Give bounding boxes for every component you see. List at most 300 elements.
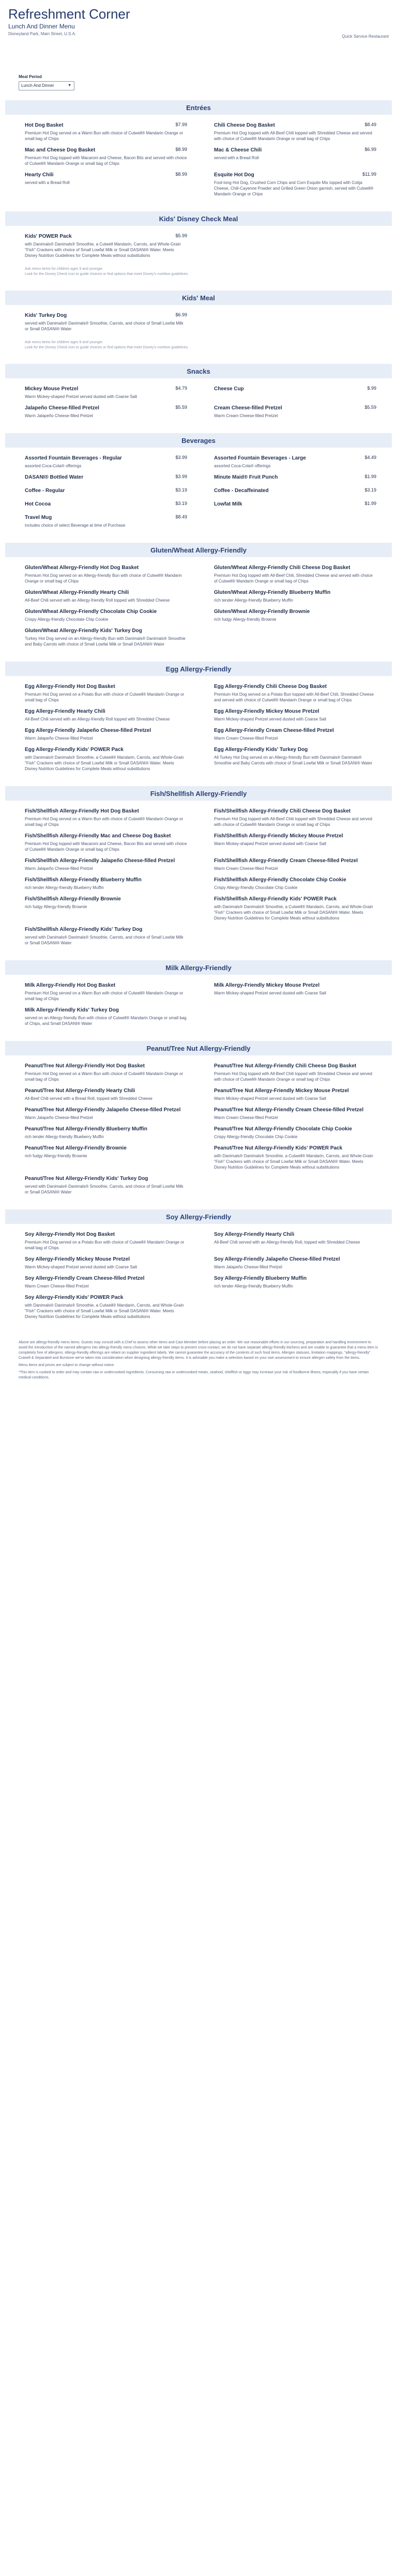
section-spacer <box>5 1326 392 1334</box>
menu-item-description: Foot-long Hot Dog, Crushed Corn Chips and Corn Esquite Mix topped with Cotija Cheese, Chili-Cayenne Powder and Grilled Green Onion garnish, served with Cutwell® Mandarin Orange or Chips <box>214 180 374 196</box>
menu-item-header <box>214 896 376 902</box>
menu-item-header <box>25 589 187 596</box>
meal-period-select[interactable] <box>19 81 74 90</box>
menu-item <box>25 808 187 827</box>
section-spacer <box>5 778 392 786</box>
menu-section <box>5 100 392 211</box>
section-spacer <box>5 1033 392 1041</box>
menu-item <box>25 746 187 772</box>
menu-item-header <box>25 147 187 154</box>
menu-item-description: Warm Mickey-shaped Pretzel served dusted with Coarse Salt <box>214 841 327 846</box>
menu-item-name: Mickey Mouse Pretzel <box>25 386 79 392</box>
menu-item-description: rich tender Allergy-friendly Blueberry Muffin <box>25 1134 104 1139</box>
menu-item-name: Soy Allergy-Friendly Hot Dog Basket <box>25 1232 115 1237</box>
section-spacer <box>5 356 392 364</box>
menu-item-description: with Danimals® Danimals® Smoothie, a Cutwell® Mandarin, Carrots, and Whole-Grain "Fish" Crackers with choice of Small Lowfat Milk or Small DASANI® Water. Meets Disney Nutrition Guidelines for Complete Meals without substitutions <box>25 755 184 771</box>
menu-item-description: Premium Hot Dog topped with All-Beef Chili topped with Shredded Cheese and served with choice of Cutwell® Mandarin Orange or small bag of Chips <box>214 1071 372 1082</box>
header <box>0 0 397 50</box>
menu-item-header <box>214 487 376 494</box>
menu-item-name: Lowfat Milk <box>214 501 242 507</box>
section-spacer <box>5 952 392 960</box>
menu-item-name: Peanut/Tree Nut Allergy-Friendly Jalapeño Cheese-filled Pretzel <box>25 1107 181 1113</box>
menu-item-header <box>25 474 187 481</box>
menu-item-header <box>25 1107 187 1113</box>
menu-item-header <box>25 455 187 462</box>
menu-item-header <box>214 857 376 864</box>
menu-item-description: Premium Hot Dog topped with All-Beef Chili topped with Shredded Cheese and served with choice of Cutwell® Mandarin Orange or small bag of Chips <box>214 817 372 827</box>
menu-item-header <box>25 1256 187 1263</box>
menu-item-name: Egg Allergy-Friendly Hot Dog Basket <box>25 684 115 689</box>
menu-item-name: Fish/Shellfish Allergy-Friendly Blueberry Muffin <box>25 877 142 883</box>
menu-item-header <box>25 312 187 319</box>
menu-item-header <box>25 896 187 902</box>
section-body <box>5 676 392 778</box>
menu-subtitle: Lunch And Dinner Menu <box>8 23 75 30</box>
allergy-disclaimer: Above are allergy-friendly menu items. Guests may consult with a Chef to assess other items and Cast Member before placing an order. We use reasonable efforts in our sourcing, preparation and handling environment to avoid the introduction of the named allergens into allergy-friendly menu choices. While we take steps to prevent cross-contact, we do not have separate allergy-friendly kitchens and are unable to guarantee that a menu item is completely free of allergens. Allergy-friendly offerings are reliant on supplier ingredient labels. We cannot guarantee the accuracy of the contents of such food items. Allergen statuses, limitation mappings, "allergy-friendly" Cutwell & Separated and Burstone we've taken into consideration when designing allergy-friendly items. It is advisable you make a selection based on your own assessment to ensure allergen safety from the items. <box>19 1341 378 1360</box>
menu-item-description: with Danimals® Danimals® Smoothie, a Cutwell Mandarin, Carrots, and Whole-Grain "Fish" Crackers with choice of Small Lowfat Milk or Small DASANI® Water. Meets Disney Nutrition Guidelines for Complete Meals without substitutions <box>25 242 181 258</box>
menu-item-name: Egg Allergy-Friendly Chili Cheese Dog Basket <box>214 684 327 689</box>
menu-item-description: Warm Jalapeño Cheese-filled Pretzel <box>214 1265 282 1269</box>
menu-item-description: Warm Mickey-shaped Pretzel served dusted with Coarse Salt <box>25 394 138 399</box>
menu-item-description: Warm Mickey-shaped Pretzel served dusted with Coarse Salt <box>25 1265 138 1269</box>
menu-item-header <box>214 405 376 411</box>
menu-item-name: Egg Allergy-Friendly Kids' Turkey Dog <box>214 747 308 753</box>
menu-item-header <box>214 982 376 989</box>
menu-item-header <box>25 1231 187 1238</box>
menu-item-header <box>214 877 376 883</box>
menu-item-header <box>214 1256 376 1263</box>
menu-item-price: $.99 <box>367 386 376 391</box>
menu-item-description: Warm Cream Cheese-filled Pretzel <box>214 413 278 418</box>
menu-item-name: Chili Cheese Dog Basket <box>214 122 275 128</box>
menu-item <box>25 1145 187 1170</box>
menu-item-grid <box>25 564 376 647</box>
menu-item-description: with Danimals® Danimals® Smoothie, a Cutwell® Mandarin, Carrots, and Whole-Grain "Fish" Crackers with choice of Small Lowfat Milk or Small DASANI® Water. Meets Disney Nutrition Guidelines for Complete Meals without substitutions <box>25 1303 184 1319</box>
menu-item-price: $5.59 <box>175 405 187 410</box>
menu-item-header <box>214 564 376 571</box>
menu-item <box>214 1145 376 1170</box>
menu-item-header <box>214 474 376 481</box>
menu-item-price: $11.99 <box>362 172 376 177</box>
menu-item <box>25 312 187 332</box>
menu-item-name: Fish/Shellfish Allergy-Friendly Brownie <box>25 896 121 902</box>
menu-item-description: served with a Bread Roll <box>214 156 259 160</box>
menu-item <box>214 589 376 603</box>
menu-item-description: Warm Cream Cheese-filled Pretzel <box>214 1115 278 1120</box>
menu-item-header <box>214 1145 376 1152</box>
menu-item-description: rich tender Allergy-friendly Blueberry Muffin <box>25 885 104 890</box>
menu-item-grid <box>25 455 376 528</box>
menu-item <box>25 501 187 509</box>
menu-item-description: with Danimals® Danimals® Smoothie, a Cutwell® Mandarin, Carrots, and Whole-Grain "Fish" Crackers with choice of Small Lowfat Milk or Small DASANI® Water. Meets Disney Nutrition Guidelines for Complete Meals without substitutions <box>214 1154 373 1170</box>
menu-item <box>25 1126 187 1140</box>
section-title: Beverages <box>5 433 392 448</box>
section-title: Egg Allergy-Friendly <box>5 662 392 676</box>
menu-item-name: Minute Maid® Fruit Punch <box>214 474 278 480</box>
menu-item-description: Turkey Hot Dog served on an Allergy-friendly Bun with Danimals® Danimals® Smoothie and Baby Carrots with choice of Small Lowfat Milk or Small DASANI® Water <box>25 636 186 647</box>
menu-item-name: Hot Dog Basket <box>25 122 64 128</box>
menu-item <box>25 1231 187 1251</box>
section-body <box>5 975 392 1033</box>
menu-item-header <box>25 233 187 240</box>
menu-item <box>25 487 187 496</box>
menu-item-description: served with Danimals® Danimals® Smoothie, Carrots, and choice of Small Lowfat Milk or Small DASANI® Water <box>25 935 184 945</box>
menu-item-price: $1.99 <box>364 501 376 506</box>
menu-item-header <box>25 1063 187 1069</box>
section-body <box>5 801 392 952</box>
chevron-down-icon: ▼ <box>68 84 71 87</box>
service-type: Quick Service Restaurant <box>342 34 389 39</box>
menu-item-header <box>214 808 376 815</box>
menu-item-header <box>214 708 376 715</box>
menu-item-name: Egg Allergy-Friendly Jalapeño Cheese-filled Pretzel <box>25 728 151 733</box>
menu-section <box>5 662 392 786</box>
menu-section <box>5 786 392 960</box>
menu-item-name: Peanut/Tree Nut Allergy-Friendly Kids' Turkey Dog <box>25 1176 148 1182</box>
section-title: Gluten/Wheat Allergy-Friendly <box>5 543 392 557</box>
section-title: Entrées <box>5 100 392 115</box>
menu-item <box>214 501 376 509</box>
menu-item-description: Premium Hot Dog topped with Macaroni and Cheese, Bacon Bits and served with choice of Cutwell® Mandarin Orange or small bag of Chips <box>25 156 187 166</box>
menu-item-header <box>25 405 187 411</box>
menu-item-name: Cheese Cup <box>214 386 244 392</box>
menu-item-header <box>25 833 187 839</box>
menu-item-name: Fish/Shellfish Allergy-Friendly Chili Cheese Dog Basket <box>214 808 351 814</box>
menu-item <box>214 455 376 469</box>
menu-item-header <box>25 708 187 715</box>
menu-item-name: Assorted Fountain Beverages - Regular <box>25 455 122 461</box>
menu-item <box>214 683 376 703</box>
menu-item <box>25 833 187 852</box>
menu-item-header <box>214 833 376 839</box>
menu-item-header <box>214 501 376 508</box>
menu-item-name: Travel Mug <box>25 515 52 520</box>
menu-item-price: $6.99 <box>175 312 187 317</box>
menu-section <box>5 1041 392 1209</box>
menu-item-header <box>214 727 376 734</box>
menu-item-header <box>25 1275 187 1282</box>
menu-item-description: Premium Hot Dog served on a Potato Bun with choice of Cutwell® Mandarin Orange or small bag of Chips <box>25 1240 185 1250</box>
section-body <box>5 226 392 265</box>
menu-item-name: Gluten/Wheat Allergy-Friendly Chili Cheese Dog Basket <box>214 565 350 571</box>
menu-item-name: Soy Allergy-Friendly Hearty Chili <box>214 1232 295 1237</box>
menu-item-description: Crispy Allergy-friendly Chocolate Chip Cookie <box>214 1134 298 1139</box>
section-body <box>5 1224 392 1326</box>
menu-item-header <box>214 122 376 129</box>
section-title: Kids' Disney Check Meal <box>5 211 392 226</box>
menu-item-name: Fish/Shellfish Allergy-Friendly Cream Cheese-filled Pretzel <box>214 858 358 864</box>
menu-item <box>214 1275 376 1289</box>
menu-item-grid <box>25 312 376 332</box>
section-title: Fish/Shellfish Allergy-Friendly <box>5 786 392 801</box>
menu-item-grid <box>25 1063 376 1195</box>
menu-item-price: $5.99 <box>175 233 187 238</box>
menu-item-name: Gluten/Wheat Allergy-Friendly Kids' Turkey Dog <box>25 628 142 634</box>
menu-item-price: $3.19 <box>175 487 187 493</box>
menu-item-header <box>25 857 187 864</box>
menu-item-description: rich tender Allergy-friendly Blueberry Muffin <box>214 598 293 603</box>
menu-item-name: Soy Allergy-Friendly Blueberry Muffin <box>214 1276 307 1281</box>
section-body <box>5 1055 392 1201</box>
section-body <box>5 557 392 653</box>
menu-item-name: Egg Allergy-Friendly Mickey Mouse Pretzel <box>214 709 319 714</box>
menu-item-description: Premium Hot Dog served on a Warm Bun with choice of Cutwell® Mandarin Orange or small bag of Chips <box>25 817 184 827</box>
section-body <box>5 448 392 534</box>
menu-item <box>25 455 187 469</box>
section-body <box>5 305 392 338</box>
menu-item-grid <box>25 683 376 772</box>
menu-item-price: $3.19 <box>364 487 376 493</box>
menu-item-header <box>25 501 187 508</box>
menu-item-grid <box>25 386 376 419</box>
menu-item-name: Peanut/Tree Nut Allergy-Friendly Mickey Mouse Pretzel <box>214 1088 349 1094</box>
menu-section <box>5 364 392 433</box>
menu-item-name: Jalapeño Cheese-filled Pretzel <box>25 405 99 411</box>
menu-item-description: Crispy Allergy-friendly Chocolate Chip Cookie <box>25 617 109 622</box>
menu-item-description: served with Danimals® Danimals® Smoothie, Carrots, and choice of Small Lowfat Milk or Small DASANI® Water <box>25 1184 184 1194</box>
menu-item-description: Warm Cream Cheese-filled Pretzel <box>214 866 278 871</box>
menu-item <box>25 122 187 142</box>
menu-item-description: Premium Hot Dog topped with All-Beef Chili topped with Shredded Cheese and served with choice of Cutwell® Mandarin Orange or small bag of Chips <box>214 131 372 141</box>
menu-item-name: Hot Cocoa <box>25 501 51 507</box>
menu-item-description: assorted Coca-Cola® offerings <box>25 464 82 468</box>
menu-item-name: DASANI® Bottled Water <box>25 474 84 480</box>
menu-item-price: $3.19 <box>175 501 187 506</box>
menu-item <box>214 982 376 1002</box>
menu-item-name: Mac and Cheese Dog Basket <box>25 147 96 153</box>
section-note: Ask menu items for children ages 9 and younger. Look for the Disney Check icon to guide choices or find options that meet Disney's nutrition guidelines. <box>25 341 189 349</box>
menu-item-price: $1.99 <box>364 474 376 479</box>
menu-item <box>25 708 187 722</box>
menu-item-header <box>214 746 376 753</box>
section-spacer <box>5 534 392 543</box>
menu-item-header <box>25 1145 187 1152</box>
menu-item-description: served with Danimals® Danimals® Smoothie, Carrots, and choice of Small Lowfat Milk or Small DASANI® Water <box>25 321 184 331</box>
menu-item <box>214 474 376 482</box>
menu-item-description: Premium Hot Dog served on a Potato Bun with choice of Cutwell® Mandarin Orange or small bag of Chips <box>25 692 185 702</box>
menu-item-name: Soy Allergy-Friendly Jalapeño Cheese-filled Pretzel <box>214 1256 340 1262</box>
menu-item <box>25 926 187 946</box>
menu-item-description: Warm Jalapeño Cheese-filled Pretzel <box>25 736 93 741</box>
menu-item <box>214 1087 376 1101</box>
menu-item-price: $3.99 <box>175 455 187 460</box>
restaurant-title: Refreshment Corner <box>8 6 130 22</box>
menu-item-header <box>214 1107 376 1113</box>
menu-item-description: served on an Allergy-friendly Bun with choice of Cutwell® Mandarin Orange or small bag of Chips, and Small DASANI® Water <box>25 1016 187 1026</box>
menu-item-name: Fish/Shellfish Allergy-Friendly Kids' POWER Pack <box>214 896 337 902</box>
menu-item-name: Gluten/Wheat Allergy-Friendly Hearty Chili <box>25 590 129 595</box>
menu-item-grid <box>25 982 376 1026</box>
menu-item-description: All Turkey Hot Dog served on an Allergy-friendly Bun with Danimals® Danimals® Smoothie and Baby Carrots with choice of Small Lowfat Milk or Small DASANI® Water <box>214 755 373 765</box>
section-title: Peanut/Tree Nut Allergy-Friendly <box>5 1041 392 1055</box>
section-title: Milk Allergy-Friendly <box>5 960 392 975</box>
raw-food-warning: *This item is cooked to order and may contain raw or undercooked ingredients. Consuming raw or undercooked meats, seafood, shellfish or eggs may increase your risk of foodborne illness, especially if you have certain medical conditions. <box>19 1371 369 1379</box>
menu-item-description: Warm Jalapeño Cheese-filled Pretzel <box>25 866 93 871</box>
menu-item-price: $6.99 <box>364 147 376 152</box>
menu-item-header <box>25 926 187 933</box>
menu-item-description: rich fudgy Allergy-friendly Brownie <box>25 904 87 909</box>
menu-item-description: Premium Hot Dog topped with All-Beef Chili, Shredded Cheese and served with choice of Cutwell® Mandarin Orange or small bag of Chips <box>214 573 373 584</box>
section-spacer <box>5 1201 392 1209</box>
menu-item-header <box>25 514 187 521</box>
menu-item-header <box>25 683 187 690</box>
menu-item-description: Premium Hot Dog topped with Macaroni and Cheese, Bacon Bits and served with choice of Cutwell® Mandarin Orange or small bag of Chips <box>25 841 187 852</box>
menu-item <box>214 1126 376 1140</box>
menu-item-price: $8.99 <box>175 147 187 152</box>
menu-item <box>25 1107 187 1121</box>
menu-item <box>214 1063 376 1082</box>
menu-item-header <box>25 122 187 129</box>
menu-item-header <box>25 1007 187 1014</box>
menu-item <box>25 627 187 647</box>
menu-item-header <box>214 1231 376 1238</box>
meal-period-value: Lunch And Dinner <box>21 83 54 88</box>
menu-item-name: Gluten/Wheat Allergy-Friendly Brownie <box>214 609 310 615</box>
menu-item <box>25 1175 187 1195</box>
menu-item-description: with Danimals® Danimals® Smoothie, a Cutwell® Mandarin, Carrots, and Whole-Grain "Fish" Crackers with choice of Small Lowfat Milk or Small DASANI® Water. Meets Disney Nutrition Guidelines for Complete Meals without substitutions <box>214 904 373 921</box>
menu-item-name: Coffee - Decaffeinated <box>214 488 269 494</box>
menu-item-header <box>25 808 187 815</box>
menu-item <box>25 1063 187 1082</box>
menu-item-name: Coffee - Regular <box>25 488 65 494</box>
menu-item-header <box>25 172 187 178</box>
price-notice: Menu items and prices are subject to change without notice. <box>19 1363 115 1367</box>
menu-item-name: Mac & Cheese Chili <box>214 147 262 153</box>
menu-item-name: Fish/Shellfish Allergy-Friendly Chocolate Chip Cookie <box>214 877 346 883</box>
meal-period-label: Meal Period <box>19 74 42 79</box>
menu-item <box>214 727 376 741</box>
menu-item-name: Fish/Shellfish Allergy-Friendly Mickey Mouse Pretzel <box>214 833 343 839</box>
menu-item-description: Warm Jalapeño Cheese-filled Pretzel <box>25 1115 93 1120</box>
menu-item <box>25 982 187 1002</box>
section-note: Ask menu items for children ages 9 and younger. Look for the Disney Check icon to guide choices or find options that meet Disney's nutrition guidelines. <box>25 267 189 276</box>
menu-item <box>214 487 376 496</box>
menu-item-description: Crispy Allergy-friendly Chocolate Chip Cookie <box>214 885 298 890</box>
menu-item-name: Kids' POWER Pack <box>25 234 72 239</box>
section-body <box>5 378 392 425</box>
menu-item-name: Peanut/Tree Nut Allergy-Friendly Kids' POWER Pack <box>214 1145 343 1151</box>
menu-item-header <box>25 1126 187 1132</box>
menu-item <box>214 172 376 197</box>
menu-item-header <box>214 147 376 154</box>
menu-section <box>5 433 392 543</box>
menu-item-name: Milk Allergy-Friendly Hot Dog Basket <box>25 983 116 988</box>
menu-item-header <box>25 746 187 753</box>
menu-item-description: assorted Coca-Cola® offerings <box>214 464 271 468</box>
section-body <box>5 115 392 203</box>
menu-item-price: $5.59 <box>364 405 376 410</box>
menu-item-name: Hearty Chili <box>25 172 54 178</box>
menu-item <box>214 833 376 852</box>
menu-item-header <box>214 1063 376 1069</box>
menu-item <box>214 1231 376 1251</box>
menu-item-header <box>25 564 187 571</box>
menu-item <box>25 386 187 400</box>
menu-item-name: Assorted Fountain Beverages - Large <box>214 455 306 461</box>
menu-item-name: Peanut/Tree Nut Allergy-Friendly Blueberry Muffin <box>25 1126 147 1132</box>
menu-item-grid <box>25 808 376 946</box>
menu-item-header <box>214 1275 376 1282</box>
menu-item-description: served with a Bread Roll <box>25 180 70 185</box>
menu-item <box>214 746 376 772</box>
menu-item-name: Peanut/Tree Nut Allergy-Friendly Chocolate Chip Cookie <box>214 1126 352 1132</box>
menu-item-price: $4.79 <box>175 386 187 391</box>
menu-item-name: Milk Allergy-Friendly Kids' Turkey Dog <box>25 1007 119 1013</box>
menu-item-price: $8.49 <box>364 122 376 127</box>
menu-item-header <box>214 1087 376 1094</box>
menu-item <box>25 1294 187 1320</box>
menu-item-name: Peanut/Tree Nut Allergy-Friendly Brownie <box>25 1145 127 1151</box>
menu-item-header <box>214 455 376 462</box>
menu-item <box>25 857 187 871</box>
menu-item <box>25 147 187 166</box>
menu-item <box>25 877 187 891</box>
menu-item-header <box>25 877 187 883</box>
menu-item-description: rich fudgy Allergy-friendly Brownie <box>214 617 277 622</box>
menu-item-description: Warm Jalapeño Cheese-filled Pretzel <box>25 413 93 418</box>
menu-item <box>25 727 187 741</box>
menu-item-name: Kids' Turkey Dog <box>25 313 67 318</box>
menu-item-description: Warm Cream Cheese-filled Pretzel <box>214 736 278 741</box>
menu-item-header <box>214 172 376 178</box>
menu-item-name: Esquite Hot Dog <box>214 172 254 178</box>
section-title: Snacks <box>5 364 392 378</box>
menu-item <box>214 147 376 166</box>
menu-item-header <box>214 608 376 615</box>
menu-item-name: Fish/Shellfish Allergy-Friendly Kids' Turkey Dog <box>25 927 143 932</box>
menu-item-name: Soy Allergy-Friendly Mickey Mouse Pretzel <box>25 1256 130 1262</box>
menu-item-description: rich fudgy Allergy-friendly Brownie <box>25 1154 87 1158</box>
menu-item-description: includes choice of select Beverage at time of Purchase <box>25 523 126 528</box>
menu-item-name: Milk Allergy-Friendly Mickey Mouse Pretzel <box>214 983 320 988</box>
menu-item <box>214 708 376 722</box>
menu-item-name: Fish/Shellfish Allergy-Friendly Hot Dog Basket <box>25 808 139 814</box>
menu-item-grid <box>25 122 376 197</box>
menu-item <box>25 474 187 482</box>
menu-item-description: All-Beef Chili served with a Bread Roll, topped with Shredded Cheese <box>25 1096 152 1101</box>
menu-item-price: $7.99 <box>175 122 187 127</box>
menu-item <box>25 1007 187 1026</box>
menu-item-header <box>25 727 187 734</box>
menu-item-description: Warm Mickey-shaped Pretzel served dusted with Coarse Salt <box>214 717 327 722</box>
menu-item <box>214 1107 376 1121</box>
menu-item <box>25 608 187 622</box>
menu-item <box>25 405 187 419</box>
menu-item <box>214 857 376 871</box>
menu-item-header <box>25 608 187 615</box>
menu-item-header <box>214 1126 376 1132</box>
menu-item <box>25 896 187 921</box>
menu-item-name: Egg Allergy-Friendly Kids' POWER Pack <box>25 747 124 753</box>
menu-item-name: Soy Allergy-Friendly Kids' POWER Pack <box>25 1295 124 1300</box>
menu-item-name: Peanut/Tree Nut Allergy-Friendly Chili Cheese Dog Basket <box>214 1063 357 1069</box>
menu-item <box>214 386 376 400</box>
menu-item <box>25 1087 187 1101</box>
menu-item-description: Premium Hot Dog served on an Allergy-friendly Bun with choice of Cutwell® Mandarin Orange or small bag of Chips <box>25 573 182 584</box>
menu-item-name: Peanut/Tree Nut Allergy-Friendly Cream Cheese-filled Pretzel <box>214 1107 364 1113</box>
menu-item-description: Warm Mickey-shaped Pretzel served dusted with Coarse Salt <box>214 1096 327 1101</box>
menu-item-header <box>214 683 376 690</box>
menu-item <box>25 683 187 703</box>
menu-item-grid <box>25 233 376 258</box>
menu-item-name: Fish/Shellfish Allergy-Friendly Mac and Cheese Dog Basket <box>25 833 171 839</box>
menu-item-header <box>25 1175 187 1182</box>
menu-section <box>5 1209 392 1334</box>
menu-item-name: Peanut/Tree Nut Allergy-Friendly Hot Dog Basket <box>25 1063 145 1069</box>
menu-item-name: Soy Allergy-Friendly Cream Cheese-filled Pretzel <box>25 1276 145 1281</box>
menu-item <box>214 896 376 921</box>
menu-item <box>214 877 376 891</box>
